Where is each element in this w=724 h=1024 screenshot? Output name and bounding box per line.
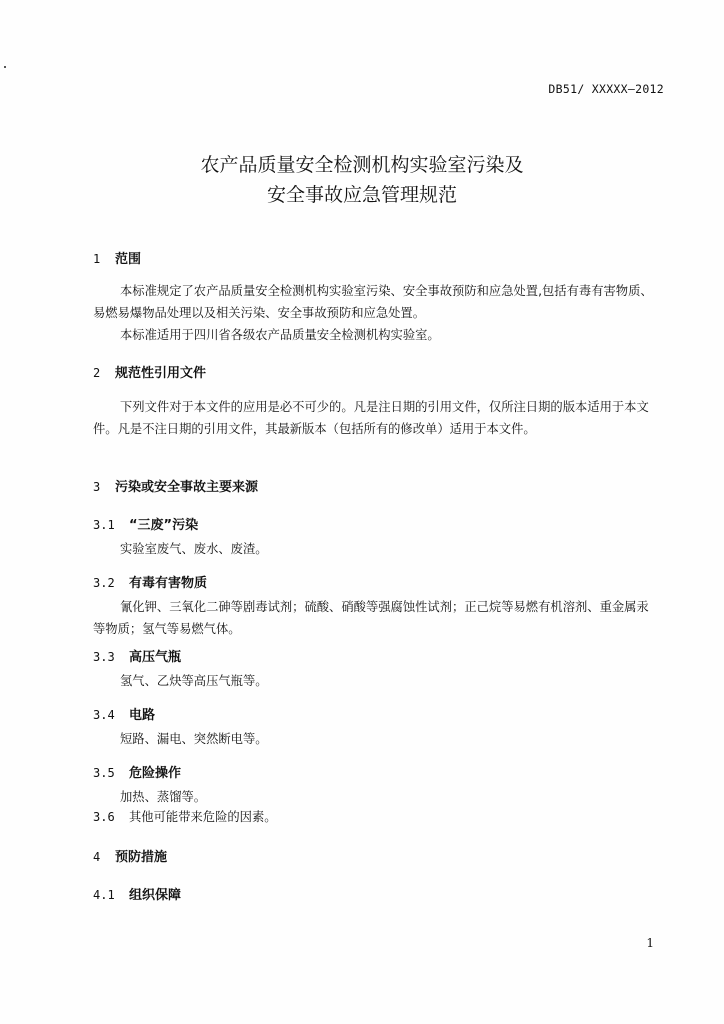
subsection-title: 危险操作 bbox=[129, 766, 182, 781]
subsection-title: 有毒有害物质 bbox=[129, 576, 208, 591]
subsection-number: 3.2 bbox=[93, 576, 115, 590]
subsection-heading-3-4 bbox=[93, 704, 155, 723]
subsection-title: “三废”污染 bbox=[129, 518, 199, 533]
subsection-heading-3-3 bbox=[93, 646, 181, 665]
paragraph-line: 短路、漏电、突然断电等。 bbox=[120, 732, 268, 746]
section-number: 4 bbox=[93, 850, 101, 864]
subsection-heading-4-1 bbox=[93, 884, 181, 903]
section-title: 预防措施 bbox=[115, 850, 168, 865]
section-number: 1 bbox=[93, 252, 101, 266]
section-heading-scope bbox=[93, 248, 141, 267]
subsection-number: 3.1 bbox=[93, 518, 115, 532]
subsection-3-6 bbox=[93, 806, 673, 828]
paragraph-line bbox=[93, 806, 673, 828]
subsection-body-3-5 bbox=[93, 786, 673, 808]
subsection-body-3-1 bbox=[93, 538, 673, 560]
paragraph-line: 件。凡是不注日期的引用文件，其最新版本（包括所有的修改单）适用于本文件。 bbox=[93, 422, 536, 436]
section-heading-normative-references bbox=[93, 362, 206, 381]
section-title: 范围 bbox=[115, 252, 142, 267]
section-body-scope bbox=[93, 280, 673, 346]
page-number: 1 bbox=[646, 936, 654, 950]
section-heading-prevention bbox=[93, 846, 167, 865]
subsection-body-3-4 bbox=[93, 728, 673, 750]
subsection-number: 3.6 bbox=[93, 810, 115, 824]
paragraph-line: 氢气、乙炔等高压气瓶等。 bbox=[120, 674, 268, 688]
section-number: 3 bbox=[93, 480, 101, 494]
subsection-number: 3.4 bbox=[93, 708, 115, 722]
section-number: 2 bbox=[93, 366, 101, 380]
section-body-normative-references bbox=[93, 396, 673, 440]
subsection-number: 3.5 bbox=[93, 766, 115, 780]
subsection-text: 其他可能带来危险的因素。 bbox=[129, 810, 277, 824]
paragraph-line: 本标准适用于四川省各级农产品质量安全检测机构实验室。 bbox=[120, 328, 440, 342]
paragraph-line: 等物质；氢气等易燃气体。 bbox=[93, 622, 241, 636]
scan-speck bbox=[4, 66, 6, 68]
paragraph-line: 实验室废气、废水、废渣。 bbox=[120, 542, 268, 556]
paragraph-line: 易燃易爆物品处理以及相关污染、安全事故预防和应急处置。 bbox=[93, 306, 426, 320]
paragraph-line: 加热、蒸馏等。 bbox=[120, 790, 207, 804]
subsection-title: 组织保障 bbox=[129, 888, 182, 903]
subsection-number: 3.3 bbox=[93, 650, 115, 664]
subsection-heading-3-5 bbox=[93, 762, 181, 781]
section-title: 规范性引用文件 bbox=[115, 366, 207, 381]
subsection-number: 4.1 bbox=[93, 888, 115, 902]
subsection-body-3-2 bbox=[93, 596, 673, 640]
document-code: DB51/ XXXXX—2012 bbox=[548, 82, 664, 96]
paragraph-line: 下列文件对于本文件的应用是必不可少的。凡是注日期的引用文件，仅所注日期的版本适用于本文 bbox=[120, 400, 649, 414]
subsection-heading-3-1 bbox=[93, 514, 198, 533]
subsection-heading-3-2 bbox=[93, 572, 207, 591]
subsection-body-3-3 bbox=[93, 670, 673, 692]
document-title-line-1: 农产品质量安全检测机构实验室污染及 bbox=[200, 154, 524, 176]
paragraph-line: 本标准规定了农产品质量安全检测机构实验室污染、安全事故预防和应急处置,包括有毒有害物质、 bbox=[120, 284, 653, 298]
paragraph-line: 氰化钾、三氧化二砷等剧毒试剂；硫酸、硝酸等强腐蚀性试剂；正己烷等易燃有机溶剂、重金属汞 bbox=[120, 600, 649, 614]
document-title-line-2: 安全事故应急管理规范 bbox=[266, 184, 457, 206]
subsection-title: 电路 bbox=[129, 708, 156, 723]
section-title: 污染或安全事故主要来源 bbox=[115, 480, 259, 495]
section-heading-sources bbox=[93, 476, 258, 495]
subsection-title: 高压气瓶 bbox=[129, 650, 182, 665]
